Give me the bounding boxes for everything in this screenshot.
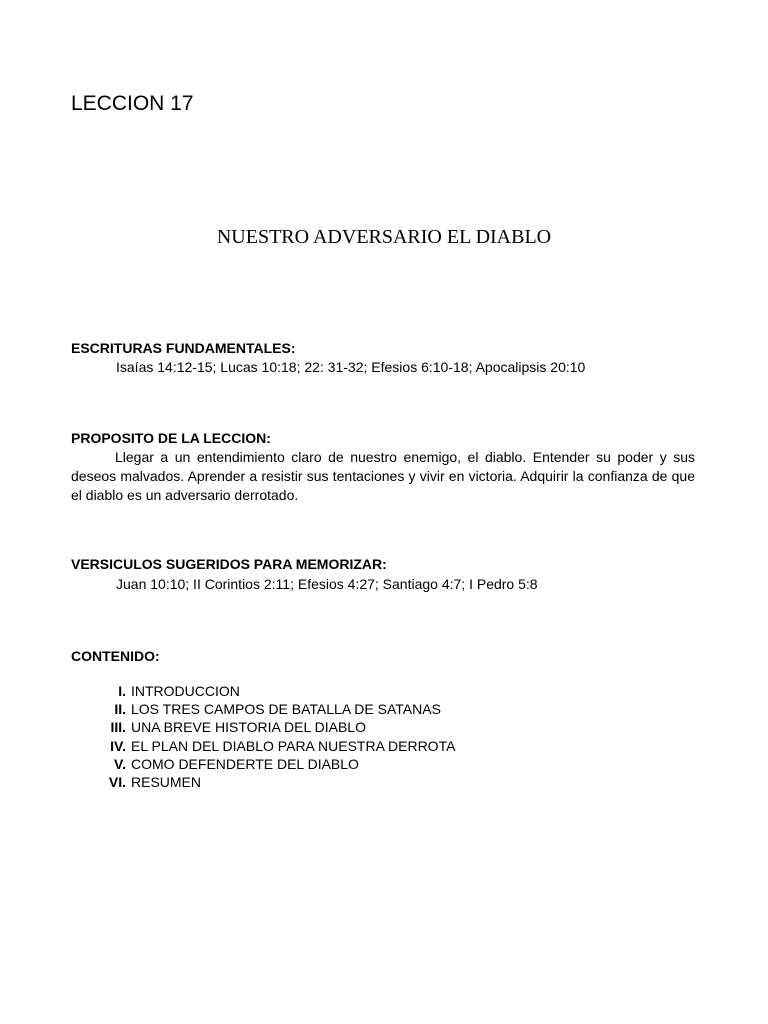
contents-item	[96, 718, 455, 736]
memorize-text: Juan 10:10; II Corintios 2:11; Efesios 4:27; Santiago 4:7; I Pedro 5:8	[116, 576, 538, 592]
contents-item-label: EL PLAN DEL DIABLO PARA NUESTRA DERROTA	[131, 737, 456, 754]
purpose-text: Llegar a un entendimiento claro de nuestro enemigo, el diablo. Entender su poder y sus deseos malvados. Aprender a resistir sus tentaciones y vivir en victoria. Adquirir la confianza de que el diablo es un adversario derrotado.	[71, 449, 695, 503]
contents-item	[96, 773, 455, 791]
contents-item	[96, 737, 455, 755]
scriptures-heading: ESCRITURAS FUNDAMENTALES:	[71, 340, 296, 356]
contents-item-numeral: III.	[110, 719, 126, 736]
contents-list	[96, 682, 455, 791]
memorize-heading: VERSICULOS SUGERIDOS PARA MEMORIZAR:	[71, 556, 387, 572]
contents-item	[96, 682, 455, 700]
contents-heading: CONTENIDO:	[71, 648, 160, 664]
lesson-title: NUESTRO ADVERSARIO EL DIABLO	[216, 226, 552, 248]
scriptures-text: Isaías 14:12-15; Lucas 10:18; 22: 31-32; Efesios 6:10-18; Apocalipsis 20:10	[116, 359, 586, 375]
lesson-number: LECCION 17	[71, 92, 194, 115]
contents-item	[96, 755, 455, 773]
contents-item-label: INTRODUCCION	[131, 683, 240, 699]
contents-item-numeral: I.	[118, 683, 126, 699]
contents-item-numeral: VI.	[108, 773, 126, 790]
contents-item-label: UNA BREVE HISTORIA DEL DIABLO	[131, 719, 366, 736]
contents-item-label: COMO DEFENDERTE DEL DIABLO	[131, 755, 359, 772]
contents-item-numeral: V.	[114, 755, 126, 772]
contents-item-label: RESUMEN	[131, 773, 202, 790]
contents-item-numeral: II.	[114, 701, 126, 718]
contents-item	[96, 700, 455, 718]
contents-item-numeral: IV.	[110, 737, 126, 754]
contents-item-label: LOS TRES CAMPOS DE BATALLA DE SATANAS	[131, 701, 441, 718]
purpose-heading: PROPOSITO DE LA LECCION:	[71, 430, 271, 446]
